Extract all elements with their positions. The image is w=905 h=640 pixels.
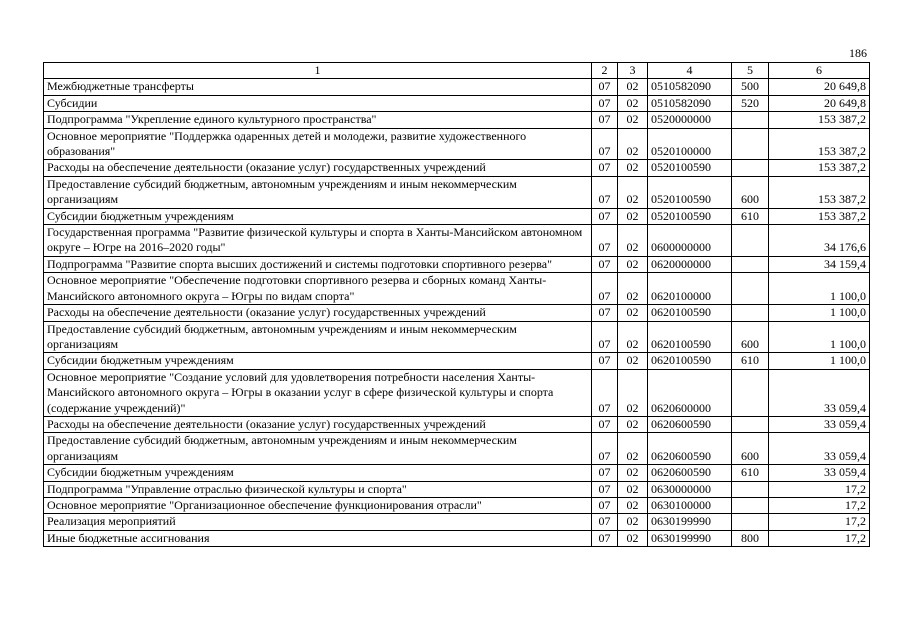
section-cell: 07 (592, 208, 618, 224)
subsection-cell: 02 (618, 530, 648, 546)
amount-cell: 17,2 (769, 497, 870, 513)
subsection-cell: 02 (618, 95, 648, 111)
amount-cell: 20 649,8 (769, 95, 870, 111)
target-code-cell: 0630199990 (648, 530, 732, 546)
expense-type-cell: 610 (732, 465, 769, 481)
target-code-cell: 0520100590 (648, 208, 732, 224)
expense-type-cell: 520 (732, 95, 769, 111)
expense-type-cell: 500 (732, 79, 769, 95)
section-cell: 07 (592, 305, 618, 321)
table-row (44, 465, 870, 481)
amount-cell: 33 059,4 (769, 369, 870, 416)
row-name-cell: Межбюджетные трансферты (44, 79, 592, 95)
section-cell: 07 (592, 95, 618, 111)
section-cell: 07 (592, 79, 618, 95)
target-code-cell: 0630199990 (648, 514, 732, 530)
subsection-cell: 02 (618, 225, 648, 257)
row-name-cell: Основное мероприятие "Создание условий для удовлетворения потребности населения Ханты-Мансийского автономного округа – Югры в оказании услуг в сфере физической культуры и спорта (содержание учреждений)" (44, 369, 592, 416)
subsection-cell: 02 (618, 208, 648, 224)
section-cell: 07 (592, 369, 618, 416)
amount-cell: 33 059,4 (769, 433, 870, 465)
target-code-cell: 0520100590 (648, 176, 732, 208)
expense-type-cell (732, 514, 769, 530)
subsection-cell: 02 (618, 112, 648, 128)
column-header: 1 (44, 63, 592, 79)
table-row (44, 95, 870, 111)
expense-type-cell (732, 256, 769, 272)
row-name-cell: Иные бюджетные ассигнования (44, 530, 592, 546)
table-row (44, 79, 870, 95)
section-cell: 07 (592, 465, 618, 481)
row-name-cell: Субсидии бюджетным учреждениям (44, 353, 592, 369)
expense-type-cell (732, 481, 769, 497)
row-name-cell: Субсидии бюджетным учреждениям (44, 208, 592, 224)
table-header-row (44, 63, 870, 79)
row-name-cell: Основное мероприятие "Организационное обеспечение функционирования отрасли" (44, 497, 592, 513)
expense-type-cell: 600 (732, 321, 769, 353)
row-name-cell: Подпрограмма "Укрепление единого культурного пространства" (44, 112, 592, 128)
table-row (44, 256, 870, 272)
expense-type-cell (732, 369, 769, 416)
row-name-cell: Предоставление субсидий бюджетным, автономным учреждениям и иным некоммерческим организациям (44, 321, 592, 353)
expense-type-cell: 610 (732, 208, 769, 224)
subsection-cell: 02 (618, 79, 648, 95)
row-name-cell: Предоставление субсидий бюджетным, автономным учреждениям и иным некоммерческим организациям (44, 433, 592, 465)
row-name-cell: Субсидии бюджетным учреждениям (44, 465, 592, 481)
section-cell: 07 (592, 497, 618, 513)
row-name-cell: Государственная программа "Развитие физической культуры и спорта в Ханты-Мансийском автономном округе – Югре на 2016–2020 годы" (44, 225, 592, 257)
target-code-cell: 0630000000 (648, 481, 732, 497)
expense-type-cell (732, 416, 769, 432)
section-cell: 07 (592, 433, 618, 465)
expense-type-cell (732, 160, 769, 176)
subsection-cell: 02 (618, 128, 648, 160)
target-code-cell: 0520100000 (648, 128, 732, 160)
page-number: 186 (849, 46, 867, 60)
expense-type-cell (732, 305, 769, 321)
expense-type-cell (732, 112, 769, 128)
table-row (44, 481, 870, 497)
table-row (44, 112, 870, 128)
table-row (44, 305, 870, 321)
table-row (44, 160, 870, 176)
budget-table (43, 62, 870, 547)
amount-cell: 17,2 (769, 481, 870, 497)
expense-type-cell: 800 (732, 530, 769, 546)
table-row (44, 433, 870, 465)
row-name-cell: Предоставление субсидий бюджетным, автономным учреждениям и иным некоммерческим организациям (44, 176, 592, 208)
section-cell: 07 (592, 530, 618, 546)
subsection-cell: 02 (618, 176, 648, 208)
subsection-cell: 02 (618, 369, 648, 416)
column-header: 2 (592, 63, 618, 79)
target-code-cell: 0520100590 (648, 160, 732, 176)
target-code-cell: 0620600590 (648, 416, 732, 432)
table-row (44, 514, 870, 530)
table-row (44, 128, 870, 160)
expense-type-cell (732, 128, 769, 160)
amount-cell: 34 176,6 (769, 225, 870, 257)
target-code-cell: 0620100590 (648, 353, 732, 369)
row-name-cell: Основное мероприятие "Обеспечение подготовки спортивного резерва и сборных команд Ханты-Мансийского автономного округа – Югры по видам спорта" (44, 273, 592, 305)
table-row (44, 321, 870, 353)
table-row (44, 176, 870, 208)
row-name-cell: Расходы на обеспечение деятельности (оказание услуг) государственных учреждений (44, 416, 592, 432)
row-name-cell: Субсидии (44, 95, 592, 111)
row-name-cell: Расходы на обеспечение деятельности (оказание услуг) государственных учреждений (44, 305, 592, 321)
subsection-cell: 02 (618, 160, 648, 176)
table-row (44, 273, 870, 305)
section-cell: 07 (592, 273, 618, 305)
subsection-cell: 02 (618, 353, 648, 369)
subsection-cell: 02 (618, 465, 648, 481)
amount-cell: 33 059,4 (769, 416, 870, 432)
column-header: 3 (618, 63, 648, 79)
table-row (44, 369, 870, 416)
expense-type-cell: 610 (732, 353, 769, 369)
subsection-cell: 02 (618, 433, 648, 465)
section-cell: 07 (592, 514, 618, 530)
target-code-cell: 0520000000 (648, 112, 732, 128)
subsection-cell: 02 (618, 273, 648, 305)
target-code-cell: 0600000000 (648, 225, 732, 257)
target-code-cell: 0620600000 (648, 369, 732, 416)
section-cell: 07 (592, 416, 618, 432)
target-code-cell: 0620600590 (648, 465, 732, 481)
amount-cell: 17,2 (769, 514, 870, 530)
amount-cell: 1 100,0 (769, 353, 870, 369)
expense-type-cell (732, 225, 769, 257)
amount-cell: 20 649,8 (769, 79, 870, 95)
subsection-cell: 02 (618, 321, 648, 353)
expense-type-cell: 600 (732, 433, 769, 465)
subsection-cell: 02 (618, 416, 648, 432)
target-code-cell: 0620100590 (648, 321, 732, 353)
table-row (44, 416, 870, 432)
section-cell: 07 (592, 128, 618, 160)
section-cell: 07 (592, 256, 618, 272)
table-row (44, 208, 870, 224)
amount-cell: 153 387,2 (769, 176, 870, 208)
table-row (44, 530, 870, 546)
table-row (44, 353, 870, 369)
section-cell: 07 (592, 225, 618, 257)
amount-cell: 153 387,2 (769, 160, 870, 176)
row-name-cell: Основное мероприятие "Поддержка одаренных детей и молодежи, развитие художественного образования" (44, 128, 592, 160)
amount-cell: 34 159,4 (769, 256, 870, 272)
row-name-cell: Реализация мероприятий (44, 514, 592, 530)
section-cell: 07 (592, 321, 618, 353)
amount-cell: 1 100,0 (769, 305, 870, 321)
expense-type-cell (732, 497, 769, 513)
amount-cell: 33 059,4 (769, 465, 870, 481)
section-cell: 07 (592, 353, 618, 369)
section-cell: 07 (592, 481, 618, 497)
section-cell: 07 (592, 176, 618, 208)
amount-cell: 1 100,0 (769, 321, 870, 353)
amount-cell: 153 387,2 (769, 128, 870, 160)
section-cell: 07 (592, 112, 618, 128)
table-row (44, 225, 870, 257)
amount-cell: 153 387,2 (769, 112, 870, 128)
column-header: 6 (769, 63, 870, 79)
target-code-cell: 0620100000 (648, 273, 732, 305)
target-code-cell: 0510582090 (648, 95, 732, 111)
column-header: 5 (732, 63, 769, 79)
expense-type-cell (732, 273, 769, 305)
column-header: 4 (648, 63, 732, 79)
target-code-cell: 0630100000 (648, 497, 732, 513)
subsection-cell: 02 (618, 481, 648, 497)
target-code-cell: 0620600590 (648, 433, 732, 465)
amount-cell: 153 387,2 (769, 208, 870, 224)
target-code-cell: 0620000000 (648, 256, 732, 272)
row-name-cell: Подпрограмма "Развитие спорта высших достижений и системы подготовки спортивного резерва" (44, 256, 592, 272)
target-code-cell: 0620100590 (648, 305, 732, 321)
subsection-cell: 02 (618, 497, 648, 513)
amount-cell: 17,2 (769, 530, 870, 546)
section-cell: 07 (592, 160, 618, 176)
subsection-cell: 02 (618, 514, 648, 530)
expense-type-cell: 600 (732, 176, 769, 208)
amount-cell: 1 100,0 (769, 273, 870, 305)
row-name-cell: Расходы на обеспечение деятельности (оказание услуг) государственных учреждений (44, 160, 592, 176)
subsection-cell: 02 (618, 305, 648, 321)
row-name-cell: Подпрограмма "Управление отраслью физической культуры и спорта" (44, 481, 592, 497)
subsection-cell: 02 (618, 256, 648, 272)
table-row (44, 497, 870, 513)
target-code-cell: 0510582090 (648, 79, 732, 95)
